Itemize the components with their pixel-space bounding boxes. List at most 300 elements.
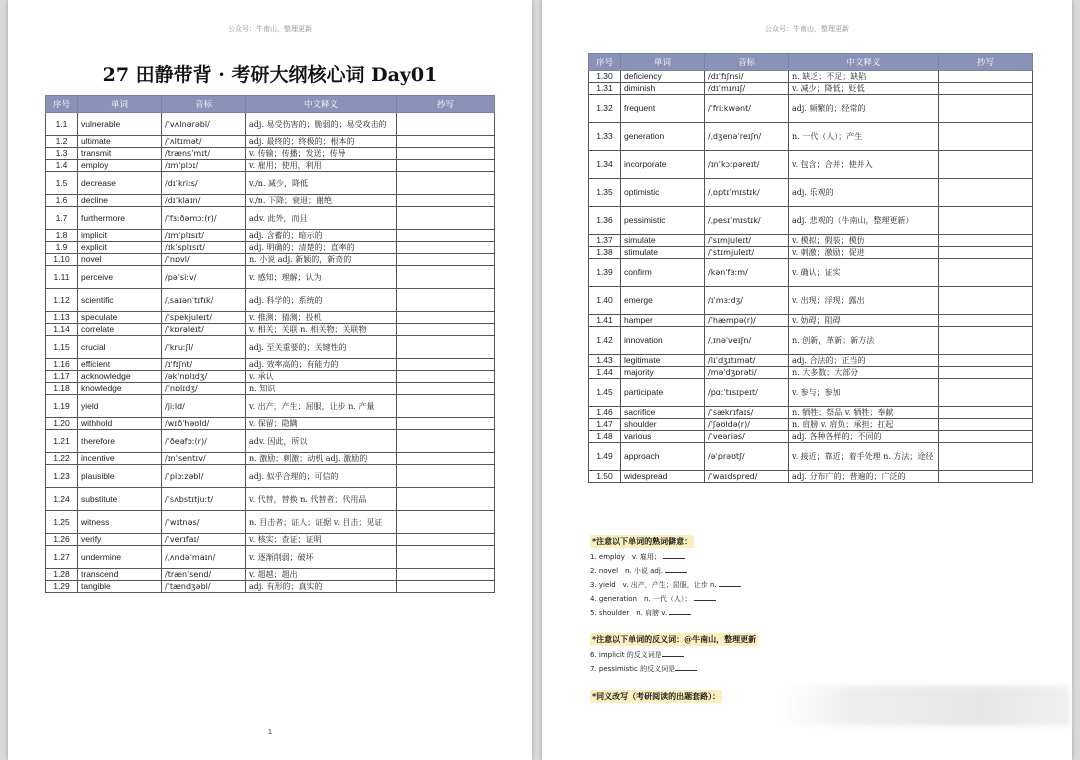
row-number: 1.40 bbox=[589, 287, 621, 315]
row-definition: n. 知识 bbox=[246, 383, 397, 395]
table-row bbox=[46, 453, 495, 465]
table-row bbox=[589, 287, 1033, 315]
note-item bbox=[590, 650, 758, 660]
table-row bbox=[589, 355, 1033, 367]
table-row bbox=[46, 136, 495, 148]
row-definition: n. 一代（人）；产生 bbox=[789, 123, 939, 151]
row-number: 1.48 bbox=[589, 431, 621, 443]
row-number: 1.42 bbox=[589, 327, 621, 355]
row-word: transmit bbox=[78, 148, 162, 160]
row-definition: adj. 效率高的；有能力的 bbox=[246, 359, 397, 371]
row-number: 1.31 bbox=[589, 83, 621, 95]
row-copy-cell bbox=[939, 83, 1033, 95]
table-row bbox=[589, 179, 1033, 207]
row-phonetic: /ˌɪnəˈveɪʃn/ bbox=[705, 327, 789, 355]
row-phonetic: /əkˈnɒlɪdʒ/ bbox=[162, 371, 246, 383]
row-word: hamper bbox=[621, 315, 705, 327]
table-row bbox=[46, 207, 495, 230]
row-number: 1.23 bbox=[46, 465, 78, 488]
row-word: yield bbox=[78, 395, 162, 418]
vocab-table-right bbox=[588, 53, 1033, 483]
row-copy-cell bbox=[397, 113, 495, 136]
row-phonetic: /ˌʌndəˈmaɪn/ bbox=[162, 546, 246, 569]
row-copy-cell bbox=[397, 395, 495, 418]
table-row bbox=[46, 488, 495, 511]
fill-blank bbox=[719, 580, 741, 587]
row-word: stimulate bbox=[621, 247, 705, 259]
row-phonetic: /ˈnɒvl/ bbox=[162, 254, 246, 266]
row-number: 1.30 bbox=[589, 71, 621, 83]
row-phonetic: /ˈkruːʃl/ bbox=[162, 336, 246, 359]
row-phonetic: /əˈprəʊtʃ/ bbox=[705, 443, 789, 471]
row-phonetic: /ˈfriːkwənt/ bbox=[705, 95, 789, 123]
note-item bbox=[590, 608, 741, 618]
note-heading: *注意以下单词的熟词僻意： bbox=[592, 536, 693, 546]
row-definition: v. 超越；超出 bbox=[246, 569, 397, 581]
page-header-text: 公众号：牛南山，整理更新 bbox=[228, 25, 312, 33]
row-phonetic: /ɪnˈsentɪv/ bbox=[162, 453, 246, 465]
row-phonetic: /dɪˈkriːs/ bbox=[162, 172, 246, 195]
page-right bbox=[542, 0, 1072, 760]
row-number: 1.27 bbox=[46, 546, 78, 569]
row-definition: v. 逐渐削弱；破坏 bbox=[246, 546, 397, 569]
row-word: optimistic bbox=[621, 179, 705, 207]
table-row bbox=[46, 569, 495, 581]
note-paraphrase bbox=[590, 684, 722, 703]
table-row bbox=[46, 254, 495, 266]
row-word: decline bbox=[78, 195, 162, 207]
row-phonetic: /ˈstɪmjuleɪt/ bbox=[705, 247, 789, 259]
row-definition: v. 参与；参加 bbox=[789, 379, 939, 407]
row-definition: v. 刺激；激励；促进 bbox=[789, 247, 939, 259]
table-row bbox=[46, 172, 495, 195]
table-row bbox=[46, 511, 495, 534]
row-number: 1.18 bbox=[46, 383, 78, 395]
row-number: 1.41 bbox=[589, 315, 621, 327]
table-row bbox=[46, 359, 495, 371]
table-row bbox=[589, 367, 1033, 379]
table-row bbox=[46, 230, 495, 242]
row-copy-cell bbox=[939, 419, 1033, 431]
row-copy-cell bbox=[397, 160, 495, 172]
row-definition: v. 出现；浮现；露出 bbox=[789, 287, 939, 315]
row-copy-cell bbox=[939, 151, 1033, 179]
row-word: diminish bbox=[621, 83, 705, 95]
row-definition: v. 接近；靠近；着手处理 n. 方法；途径 bbox=[789, 443, 939, 471]
row-copy-cell bbox=[397, 546, 495, 569]
row-definition: v. 模拟；假装；模仿 bbox=[789, 235, 939, 247]
table-row bbox=[589, 151, 1033, 179]
row-definition: adj. 有形的；真实的 bbox=[246, 581, 397, 593]
row-number: 1.26 bbox=[46, 534, 78, 546]
table-row bbox=[46, 289, 495, 312]
row-word: novel bbox=[78, 254, 162, 266]
table-row bbox=[46, 312, 495, 324]
table-row bbox=[46, 336, 495, 359]
row-copy-cell bbox=[939, 259, 1033, 287]
row-definition: adj. 科学的；系统的 bbox=[246, 289, 397, 312]
row-number: 1.49 bbox=[589, 443, 621, 471]
table-row bbox=[589, 95, 1033, 123]
row-definition: n. 小说 adj. 新颖的，新奇的 bbox=[246, 254, 397, 266]
row-copy-cell bbox=[939, 123, 1033, 151]
table-row bbox=[589, 419, 1033, 431]
row-definition: adj. 含蓄的；暗示的 bbox=[246, 230, 397, 242]
row-number: 1.44 bbox=[589, 367, 621, 379]
row-copy-cell bbox=[397, 465, 495, 488]
row-number: 1.33 bbox=[589, 123, 621, 151]
table-row bbox=[589, 83, 1033, 95]
table-row bbox=[589, 71, 1033, 83]
row-word: witness bbox=[78, 511, 162, 534]
row-phonetic: /ɪmˈplɪsɪt/ bbox=[162, 230, 246, 242]
row-definition: v. 雇用；使用，利用 bbox=[246, 160, 397, 172]
table-row bbox=[589, 443, 1033, 471]
row-definition: v. 妨碍；阻碍 bbox=[789, 315, 939, 327]
note-text: 1. employ v. 雇用； bbox=[590, 553, 661, 561]
row-number: 1.16 bbox=[46, 359, 78, 371]
note-text: 2. novel n. 小说 adj. bbox=[590, 567, 664, 575]
table-row bbox=[46, 266, 495, 289]
row-phonetic: /ˈðeəfɔː(r)/ bbox=[162, 430, 246, 453]
row-number: 1.20 bbox=[46, 418, 78, 430]
note-item bbox=[590, 594, 741, 604]
note-text: 4. generation n. 一代（人）； bbox=[590, 595, 692, 603]
row-number: 1.13 bbox=[46, 312, 78, 324]
row-word: implicit bbox=[78, 230, 162, 242]
row-word: ultimate bbox=[78, 136, 162, 148]
row-definition: n. 创新，革新；新方法 bbox=[789, 327, 939, 355]
page-header-text: 公众号：牛南山，整理更新 bbox=[765, 25, 849, 33]
row-copy-cell bbox=[397, 488, 495, 511]
row-definition: v./n. 下降；衰退；谢绝 bbox=[246, 195, 397, 207]
row-phonetic: /ˈspekjuleɪt/ bbox=[162, 312, 246, 324]
row-phonetic: /trænˈsend/ bbox=[162, 569, 246, 581]
row-word: correlate bbox=[78, 324, 162, 336]
row-word: simulate bbox=[621, 235, 705, 247]
header-definition: 中文释义 bbox=[789, 54, 939, 71]
row-copy-cell bbox=[397, 359, 495, 371]
row-phonetic: /dɪˈklaɪn/ bbox=[162, 195, 246, 207]
row-number: 1.28 bbox=[46, 569, 78, 581]
row-number: 1.6 bbox=[46, 195, 78, 207]
row-definition: v. 确认；证实 bbox=[789, 259, 939, 287]
row-definition: n. 大多数；大部分 bbox=[789, 367, 939, 379]
row-phonetic: /ˈverɪfaɪ/ bbox=[162, 534, 246, 546]
row-word: sacrifice bbox=[621, 407, 705, 419]
table-row bbox=[46, 371, 495, 383]
row-phonetic: /ˈtændʒəbl/ bbox=[162, 581, 246, 593]
table-header-row bbox=[589, 54, 1033, 71]
row-phonetic: /jiːld/ bbox=[162, 395, 246, 418]
row-definition: adv. 因此，所以 bbox=[246, 430, 397, 453]
document-title: 27 田静带背 · 考研大纲核心词 Day01 bbox=[102, 64, 438, 86]
row-word: employ bbox=[78, 160, 162, 172]
row-copy-cell bbox=[939, 471, 1033, 483]
row-number: 1.46 bbox=[589, 407, 621, 419]
table-row bbox=[589, 379, 1033, 407]
table-row bbox=[46, 148, 495, 160]
row-copy-cell bbox=[397, 430, 495, 453]
note-polysemy bbox=[590, 529, 741, 618]
row-word: vulnerable bbox=[78, 113, 162, 136]
row-phonetic: /ˈnɒlɪdʒ/ bbox=[162, 383, 246, 395]
row-copy-cell bbox=[397, 371, 495, 383]
row-phonetic: /ɪˈfɪʃnt/ bbox=[162, 359, 246, 371]
fill-blank bbox=[665, 566, 687, 573]
row-definition: v./n. 减少，降低 bbox=[246, 172, 397, 195]
row-copy-cell bbox=[939, 367, 1033, 379]
row-copy-cell bbox=[397, 242, 495, 254]
row-copy-cell bbox=[397, 569, 495, 581]
blurred-region bbox=[780, 686, 1070, 726]
row-word: crucial bbox=[78, 336, 162, 359]
table-row bbox=[46, 324, 495, 336]
header-phonetic: 音标 bbox=[162, 96, 246, 113]
table-row bbox=[589, 327, 1033, 355]
table-row bbox=[589, 407, 1033, 419]
row-definition: v. 承认 bbox=[246, 371, 397, 383]
header-definition: 中文释义 bbox=[246, 96, 397, 113]
row-word: efficient bbox=[78, 359, 162, 371]
row-phonetic: /ˈʃəʊldə(r)/ bbox=[705, 419, 789, 431]
row-definition: v. 相关；关联 n. 相关物；关联物 bbox=[246, 324, 397, 336]
row-word: perceive bbox=[78, 266, 162, 289]
row-word: therefore bbox=[78, 430, 162, 453]
row-copy-cell bbox=[939, 247, 1033, 259]
row-phonetic: /ˈkɒrəleɪt/ bbox=[162, 324, 246, 336]
row-phonetic: /ˈwɪtnəs/ bbox=[162, 511, 246, 534]
row-word: transcend bbox=[78, 569, 162, 581]
table-row bbox=[46, 430, 495, 453]
fill-blank bbox=[675, 664, 697, 671]
page-number: 1 bbox=[267, 728, 273, 736]
row-number: 1.2 bbox=[46, 136, 78, 148]
row-word: incorporate bbox=[621, 151, 705, 179]
row-definition: adj. 分布广的；普遍的；广泛的 bbox=[789, 471, 939, 483]
table-row bbox=[46, 534, 495, 546]
table-row bbox=[46, 418, 495, 430]
row-definition: adj. 悲观的（牛南山，整理更新） bbox=[789, 207, 939, 235]
row-copy-cell bbox=[397, 289, 495, 312]
row-number: 1.5 bbox=[46, 172, 78, 195]
row-phonetic: /ˌɒptɪˈmɪstɪk/ bbox=[705, 179, 789, 207]
row-copy-cell bbox=[397, 336, 495, 359]
row-word: participate bbox=[621, 379, 705, 407]
row-definition: v. 包含；合并；使并入 bbox=[789, 151, 939, 179]
row-word: plausible bbox=[78, 465, 162, 488]
row-phonetic: /ˈsʌbstɪtjuːt/ bbox=[162, 488, 246, 511]
row-number: 1.35 bbox=[589, 179, 621, 207]
row-phonetic: /ˈfɜːðəmɔː(r)/ bbox=[162, 207, 246, 230]
row-word: undermine bbox=[78, 546, 162, 569]
row-copy-cell bbox=[939, 235, 1033, 247]
table-header-row bbox=[46, 96, 495, 113]
row-phonetic: /ˈplɔːzəbl/ bbox=[162, 465, 246, 488]
row-definition: adj. 频繁的；经常的 bbox=[789, 95, 939, 123]
row-definition: v. 传输；传播；发送；传导 bbox=[246, 148, 397, 160]
row-word: verify bbox=[78, 534, 162, 546]
row-number: 1.43 bbox=[589, 355, 621, 367]
header-word: 单词 bbox=[621, 54, 705, 71]
table-row bbox=[46, 113, 495, 136]
table-row bbox=[46, 195, 495, 207]
row-word: pessimistic bbox=[621, 207, 705, 235]
row-number: 1.25 bbox=[46, 511, 78, 534]
row-phonetic: /wɪðˈhəʊld/ bbox=[162, 418, 246, 430]
row-copy-cell bbox=[939, 95, 1033, 123]
row-definition: adj. 似乎合理的；可信的 bbox=[246, 465, 397, 488]
row-word: decrease bbox=[78, 172, 162, 195]
row-copy-cell bbox=[397, 254, 495, 266]
row-word: various bbox=[621, 431, 705, 443]
note-item bbox=[590, 552, 741, 562]
header-no: 序号 bbox=[46, 96, 78, 113]
row-definition: adj. 最终的；终极的；根本的 bbox=[246, 136, 397, 148]
row-phonetic: /ˌpesɪˈmɪstɪk/ bbox=[705, 207, 789, 235]
row-phonetic: /kənˈfɜːm/ bbox=[705, 259, 789, 287]
row-copy-cell bbox=[939, 355, 1033, 367]
row-copy-cell bbox=[939, 207, 1033, 235]
row-copy-cell bbox=[939, 431, 1033, 443]
row-copy-cell bbox=[939, 327, 1033, 355]
row-word: furthermore bbox=[78, 207, 162, 230]
row-word: generation bbox=[621, 123, 705, 151]
row-copy-cell bbox=[939, 71, 1033, 83]
table-row bbox=[589, 259, 1033, 287]
table-row bbox=[46, 160, 495, 172]
row-number: 1.11 bbox=[46, 266, 78, 289]
row-word: withhold bbox=[78, 418, 162, 430]
row-number: 1.15 bbox=[46, 336, 78, 359]
row-copy-cell bbox=[397, 511, 495, 534]
row-number: 1.7 bbox=[46, 207, 78, 230]
note-item bbox=[590, 664, 758, 674]
row-number: 1.39 bbox=[589, 259, 621, 287]
row-word: tangible bbox=[78, 581, 162, 593]
row-copy-cell bbox=[397, 230, 495, 242]
row-copy-cell bbox=[939, 443, 1033, 471]
row-number: 1.19 bbox=[46, 395, 78, 418]
row-word: approach bbox=[621, 443, 705, 471]
fill-blank bbox=[663, 552, 685, 559]
row-copy-cell bbox=[397, 324, 495, 336]
row-definition: adj. 至关重要的；关键性的 bbox=[246, 336, 397, 359]
row-phonetic: /ˈvʌlnərəbl/ bbox=[162, 113, 246, 136]
row-phonetic: /ˈʌltɪmət/ bbox=[162, 136, 246, 148]
row-number: 1.36 bbox=[589, 207, 621, 235]
note-item bbox=[590, 566, 741, 576]
row-number: 1.38 bbox=[589, 247, 621, 259]
table-row bbox=[46, 465, 495, 488]
row-phonetic: /ˈsækrɪfaɪs/ bbox=[705, 407, 789, 419]
row-word: innovation bbox=[621, 327, 705, 355]
row-copy-cell bbox=[939, 407, 1033, 419]
row-phonetic: /pɑːˈtɪsɪpeɪt/ bbox=[705, 379, 789, 407]
row-copy-cell bbox=[397, 418, 495, 430]
row-definition: adj. 易受伤害的；脆弱的；易受攻击的 bbox=[246, 113, 397, 136]
row-phonetic: /ˈveəriəs/ bbox=[705, 431, 789, 443]
row-phonetic: /ˌdʒenəˈreɪʃn/ bbox=[705, 123, 789, 151]
row-number: 1.17 bbox=[46, 371, 78, 383]
row-number: 1.4 bbox=[46, 160, 78, 172]
row-number: 1.34 bbox=[589, 151, 621, 179]
row-definition: n. 缺乏；不足；缺陷 bbox=[789, 71, 939, 83]
row-word: acknowledge bbox=[78, 371, 162, 383]
row-definition: adv. 此外，而且 bbox=[246, 207, 397, 230]
row-word: incentive bbox=[78, 453, 162, 465]
row-phonetic: /dɪˈfɪʃnsi/ bbox=[705, 71, 789, 83]
row-word: scientific bbox=[78, 289, 162, 312]
fill-blank bbox=[669, 608, 691, 615]
row-definition: n. 目击者；证人；证据 v. 目击；见证 bbox=[246, 511, 397, 534]
row-number: 1.37 bbox=[589, 235, 621, 247]
row-phonetic: /ɪˈmɜːdʒ/ bbox=[705, 287, 789, 315]
row-word: knowledge bbox=[78, 383, 162, 395]
row-phonetic: /ˌsaɪənˈtɪfɪk/ bbox=[162, 289, 246, 312]
row-number: 1.45 bbox=[589, 379, 621, 407]
row-number: 1.24 bbox=[46, 488, 78, 511]
row-phonetic: /ɪmˈplɔɪ/ bbox=[162, 160, 246, 172]
note-heading: *注意以下单词的反义词：@牛南山，整理更新 bbox=[592, 634, 757, 644]
row-definition: adj. 各种各样的；不同的 bbox=[789, 431, 939, 443]
row-word: speculate bbox=[78, 312, 162, 324]
row-number: 1.29 bbox=[46, 581, 78, 593]
row-word: confirm bbox=[621, 259, 705, 287]
table-row bbox=[46, 546, 495, 569]
row-number: 1.50 bbox=[589, 471, 621, 483]
note-heading: *同义改写（考研阅读的出题套路）： bbox=[592, 691, 721, 701]
row-definition: v. 保留；隐瞒 bbox=[246, 418, 397, 430]
row-definition: v. 感知；理解；认为 bbox=[246, 266, 397, 289]
row-definition: v. 核实；查证；证明 bbox=[246, 534, 397, 546]
header-no: 序号 bbox=[589, 54, 621, 71]
row-definition: v. 推测；猜测；投机 bbox=[246, 312, 397, 324]
row-word: majority bbox=[621, 367, 705, 379]
row-phonetic: /məˈdʒɒrəti/ bbox=[705, 367, 789, 379]
table-row bbox=[589, 235, 1033, 247]
row-number: 1.12 bbox=[46, 289, 78, 312]
row-phonetic: /ˈwaɪdspred/ bbox=[705, 471, 789, 483]
row-definition: v. 出产，产生；屈服，让步 n. 产量 bbox=[246, 395, 397, 418]
row-number: 1.3 bbox=[46, 148, 78, 160]
row-definition: adj. 明确的；清楚的；直率的 bbox=[246, 242, 397, 254]
row-definition: adj. 乐观的 bbox=[789, 179, 939, 207]
note-item bbox=[590, 580, 741, 590]
table-row bbox=[589, 247, 1033, 259]
table-row bbox=[589, 315, 1033, 327]
page-left bbox=[8, 0, 532, 760]
row-number: 1.1 bbox=[46, 113, 78, 136]
table-row bbox=[46, 395, 495, 418]
row-phonetic: /ˈhæmpə(r)/ bbox=[705, 315, 789, 327]
row-copy-cell bbox=[397, 534, 495, 546]
row-word: substitute bbox=[78, 488, 162, 511]
row-copy-cell bbox=[397, 453, 495, 465]
table-row bbox=[46, 242, 495, 254]
vocab-table-left bbox=[45, 95, 495, 593]
row-copy-cell bbox=[939, 287, 1033, 315]
note-antonyms bbox=[590, 627, 758, 674]
header-word: 单词 bbox=[78, 96, 162, 113]
row-number: 1.21 bbox=[46, 430, 78, 453]
table-row bbox=[589, 431, 1033, 443]
row-definition: n. 激励；刺激；动机 adj. 激励的 bbox=[246, 453, 397, 465]
table-row bbox=[46, 581, 495, 593]
row-copy-cell bbox=[939, 315, 1033, 327]
row-copy-cell bbox=[939, 179, 1033, 207]
row-number: 1.22 bbox=[46, 453, 78, 465]
